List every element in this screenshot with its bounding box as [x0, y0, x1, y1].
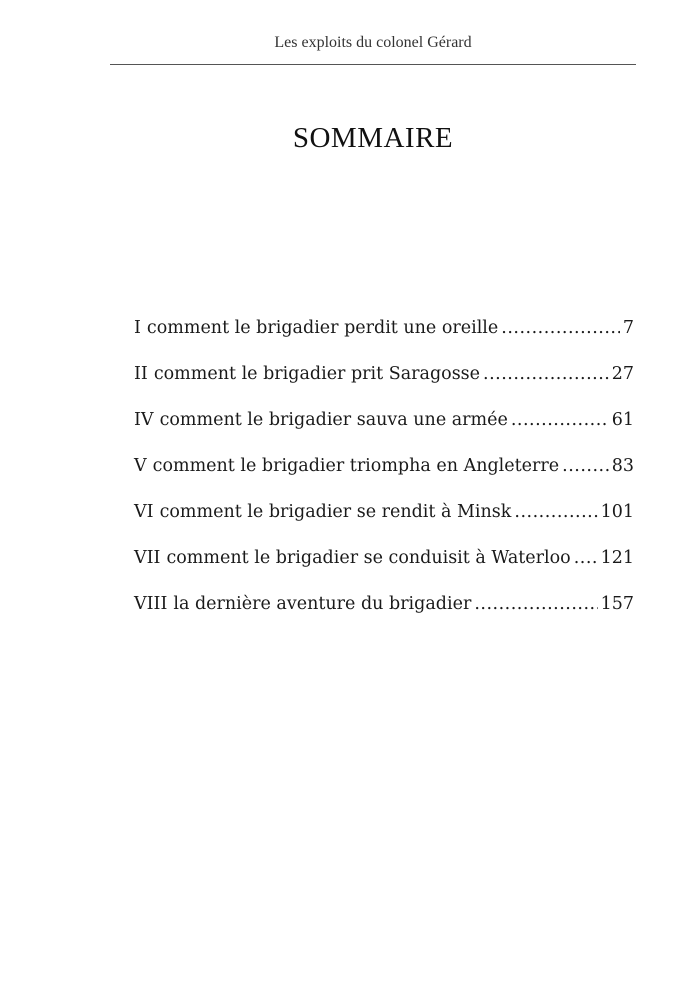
- toc-entry[interactable]: [134, 364, 634, 410]
- toc-entry[interactable]: [134, 456, 634, 502]
- toc-entry[interactable]: [134, 502, 634, 548]
- toc-dot-leader: [474, 594, 597, 614]
- toc-entry-number: VI: [134, 502, 154, 522]
- toc-entry-title: la dernière aventure du brigadier: [173, 594, 472, 614]
- toc-entry-title: comment le brigadier perdit une oreille: [146, 318, 499, 338]
- toc-entry-title: comment le brigadier triompha en Angleterre: [152, 456, 560, 476]
- running-header: Les exploits du colonel Gérard: [274, 34, 472, 51]
- toc-entry-page: 121: [600, 548, 634, 568]
- toc-entry-number: VII: [134, 548, 161, 568]
- toc-entry-title: comment le brigadier sauva une armée: [159, 410, 508, 430]
- toc-dot-leader: [483, 364, 609, 384]
- table-of-contents: [134, 318, 634, 640]
- toc-dot-leader: [574, 548, 598, 568]
- toc-entry-title: comment le brigadier se rendit à Minsk: [159, 502, 512, 522]
- toc-entry-title: comment le brigadier prit Saragosse: [153, 364, 481, 384]
- toc-entry-number: IV: [134, 410, 154, 430]
- toc-dot-leader: [501, 318, 620, 338]
- toc-entry-number: II: [134, 364, 148, 384]
- toc-dot-leader: [511, 410, 609, 430]
- toc-entry[interactable]: [134, 318, 634, 364]
- toc-dot-leader: [562, 456, 609, 476]
- toc-entry-title: comment le brigadier se conduisit à Waterloo: [166, 548, 571, 568]
- toc-entry-page: 83: [611, 456, 634, 476]
- toc-entry-number: V: [134, 456, 147, 476]
- toc-entry-page: 27: [611, 364, 634, 384]
- toc-entry[interactable]: [134, 548, 634, 594]
- toc-entry-page: 157: [600, 594, 634, 614]
- toc-entry[interactable]: [134, 410, 634, 456]
- toc-entry-page: 61: [611, 410, 634, 430]
- toc-entry-number: I: [134, 318, 141, 338]
- header-rule: [110, 64, 636, 65]
- page-title: SOMMAIRE: [292, 122, 454, 154]
- toc-entry-number: VIII: [134, 594, 168, 614]
- toc-entry[interactable]: [134, 594, 634, 640]
- toc-entry-page: 7: [622, 318, 634, 338]
- toc-dot-leader: [514, 502, 597, 522]
- toc-entry-page: 101: [600, 502, 634, 522]
